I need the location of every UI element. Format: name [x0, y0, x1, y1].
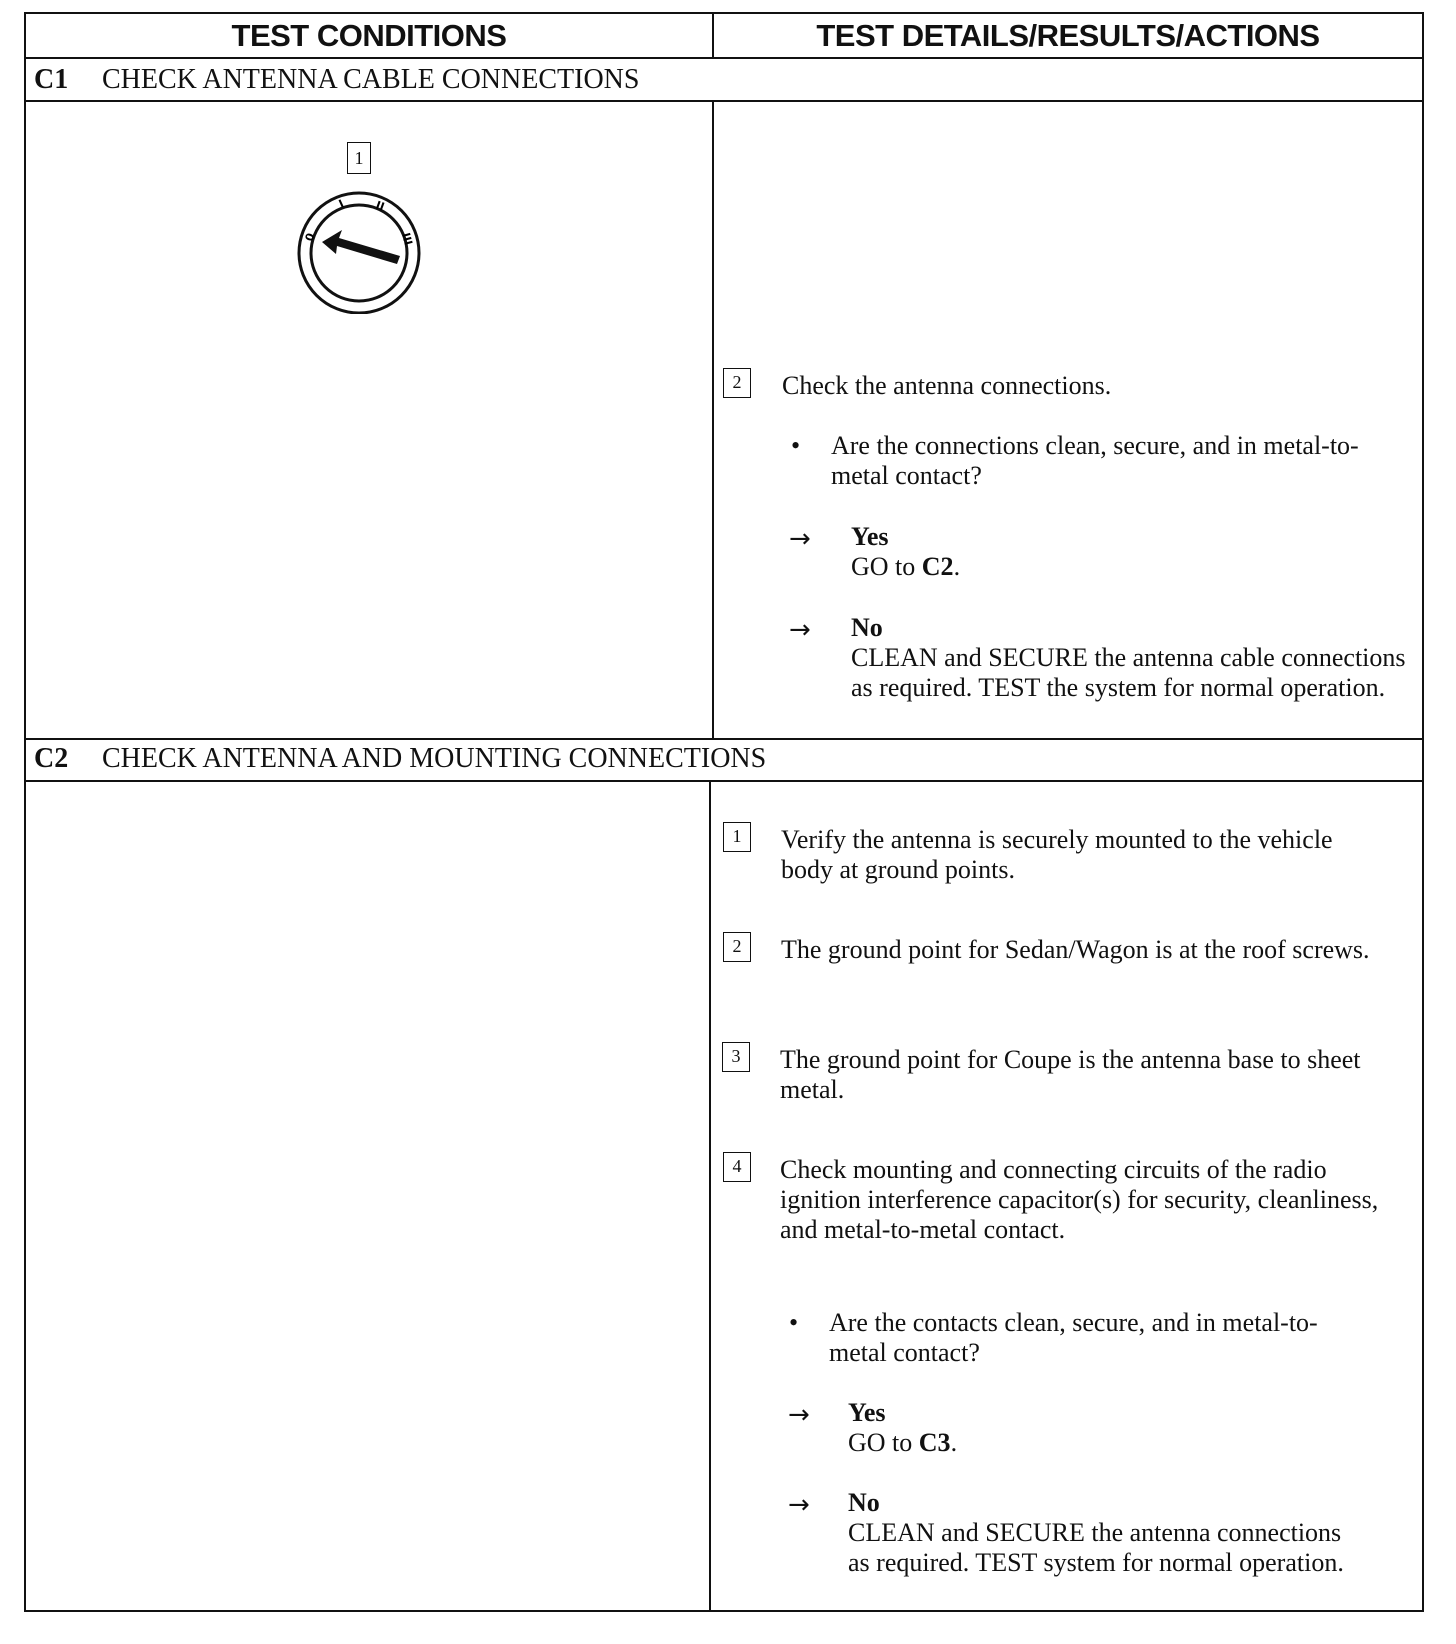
c2-yes-target: C3: [918, 1428, 951, 1457]
ignition-label-3: III: [399, 231, 415, 247]
ignition-switch-icon: [292, 190, 426, 314]
header-divider: [24, 57, 1424, 59]
c1-section-title: [34, 63, 639, 97]
c2-section-divider: [24, 738, 1424, 740]
c1-figure-step-box: 1: [347, 142, 371, 174]
c1-no-block: [851, 613, 1411, 703]
c2-yes-label: Yes: [848, 1398, 886, 1427]
c1-no-arrow: →: [789, 615, 811, 645]
c2-section-title: [34, 742, 766, 776]
c2-step2-box: 2: [723, 932, 751, 962]
c2-step2-text: The ground point for Sedan/Wagon is at the roof screws.: [781, 935, 1370, 964]
c1-yes-action: [851, 552, 1391, 582]
ignition-label-0: 0: [302, 231, 318, 244]
column-divider-c2: [709, 780, 711, 1612]
c2-step4-text: Check mounting and connecting circuits of the radio ignition interference capacitor(s) for security, cleanliness, and metal-to-metal contact.: [780, 1155, 1379, 1244]
c1-yes-target: C2: [921, 552, 954, 581]
c1-step2-text: Check the antenna connections.: [782, 371, 1112, 400]
c2-yes-action: [848, 1428, 1388, 1458]
c2-yes-block: [848, 1398, 1388, 1458]
c1-id: C1: [34, 64, 69, 95]
header-test-conditions: TEST CONDITIONS: [231, 18, 507, 53]
header-test-details: TEST DETAILS/RESULTS/ACTIONS: [816, 18, 1320, 53]
c1-no-label: No: [851, 613, 883, 642]
test-table: [24, 12, 1424, 1612]
c2-id: C2: [34, 743, 69, 774]
ignition-label-1: I: [336, 197, 346, 211]
c2-yes-suffix: .: [950, 1428, 958, 1457]
c2-step3-box: 3: [722, 1042, 750, 1072]
c2-no-label: No: [848, 1488, 880, 1517]
c2-no-action: CLEAN and SECURE the antenna connections as required. TEST system for normal operation.: [848, 1518, 1344, 1577]
c1-yes-block: [851, 522, 1391, 582]
c2-step4-box: 4: [723, 1152, 751, 1182]
c1-step2-box: 2: [723, 368, 751, 398]
c2-step3-text: The ground point for Coupe is the antenna base to sheet metal.: [780, 1045, 1361, 1104]
c2-bullet: •: [789, 1308, 799, 1337]
c1-title-divider: [24, 100, 1424, 102]
c2-title: CHECK ANTENNA AND MOUNTING CONNECTIONS: [102, 743, 767, 774]
c1-yes-suffix: .: [953, 552, 961, 581]
column-divider-c1: [712, 100, 714, 738]
c2-title-divider: [24, 780, 1424, 782]
c2-question: Are the contacts clean, secure, and in metal-to-metal contact?: [829, 1308, 1318, 1367]
c1-title: CHECK ANTENNA CABLE CONNECTIONS: [102, 64, 640, 95]
c2-no-arrow: →: [788, 1490, 810, 1520]
c2-step1-text: Verify the antenna is securely mounted to the vehicle body at ground points.: [781, 825, 1333, 884]
c1-question: Are the connections clean, secure, and in metal-to-metal contact?: [831, 431, 1359, 490]
c1-no-action: CLEAN and SECURE the antenna cable connections as required. TEST the system for normal operation.: [851, 643, 1406, 702]
c2-no-block: [848, 1488, 1368, 1578]
c1-yes-prefix: GO to: [851, 552, 922, 581]
c2-yes-prefix: GO to: [848, 1428, 919, 1457]
c1-yes-label: Yes: [851, 522, 889, 551]
c1-bullet: •: [791, 431, 801, 460]
c1-yes-arrow: →: [789, 524, 811, 554]
c2-step1-box: 1: [723, 822, 751, 852]
ignition-label-2: II: [373, 198, 387, 214]
c2-yes-arrow: →: [788, 1400, 810, 1430]
